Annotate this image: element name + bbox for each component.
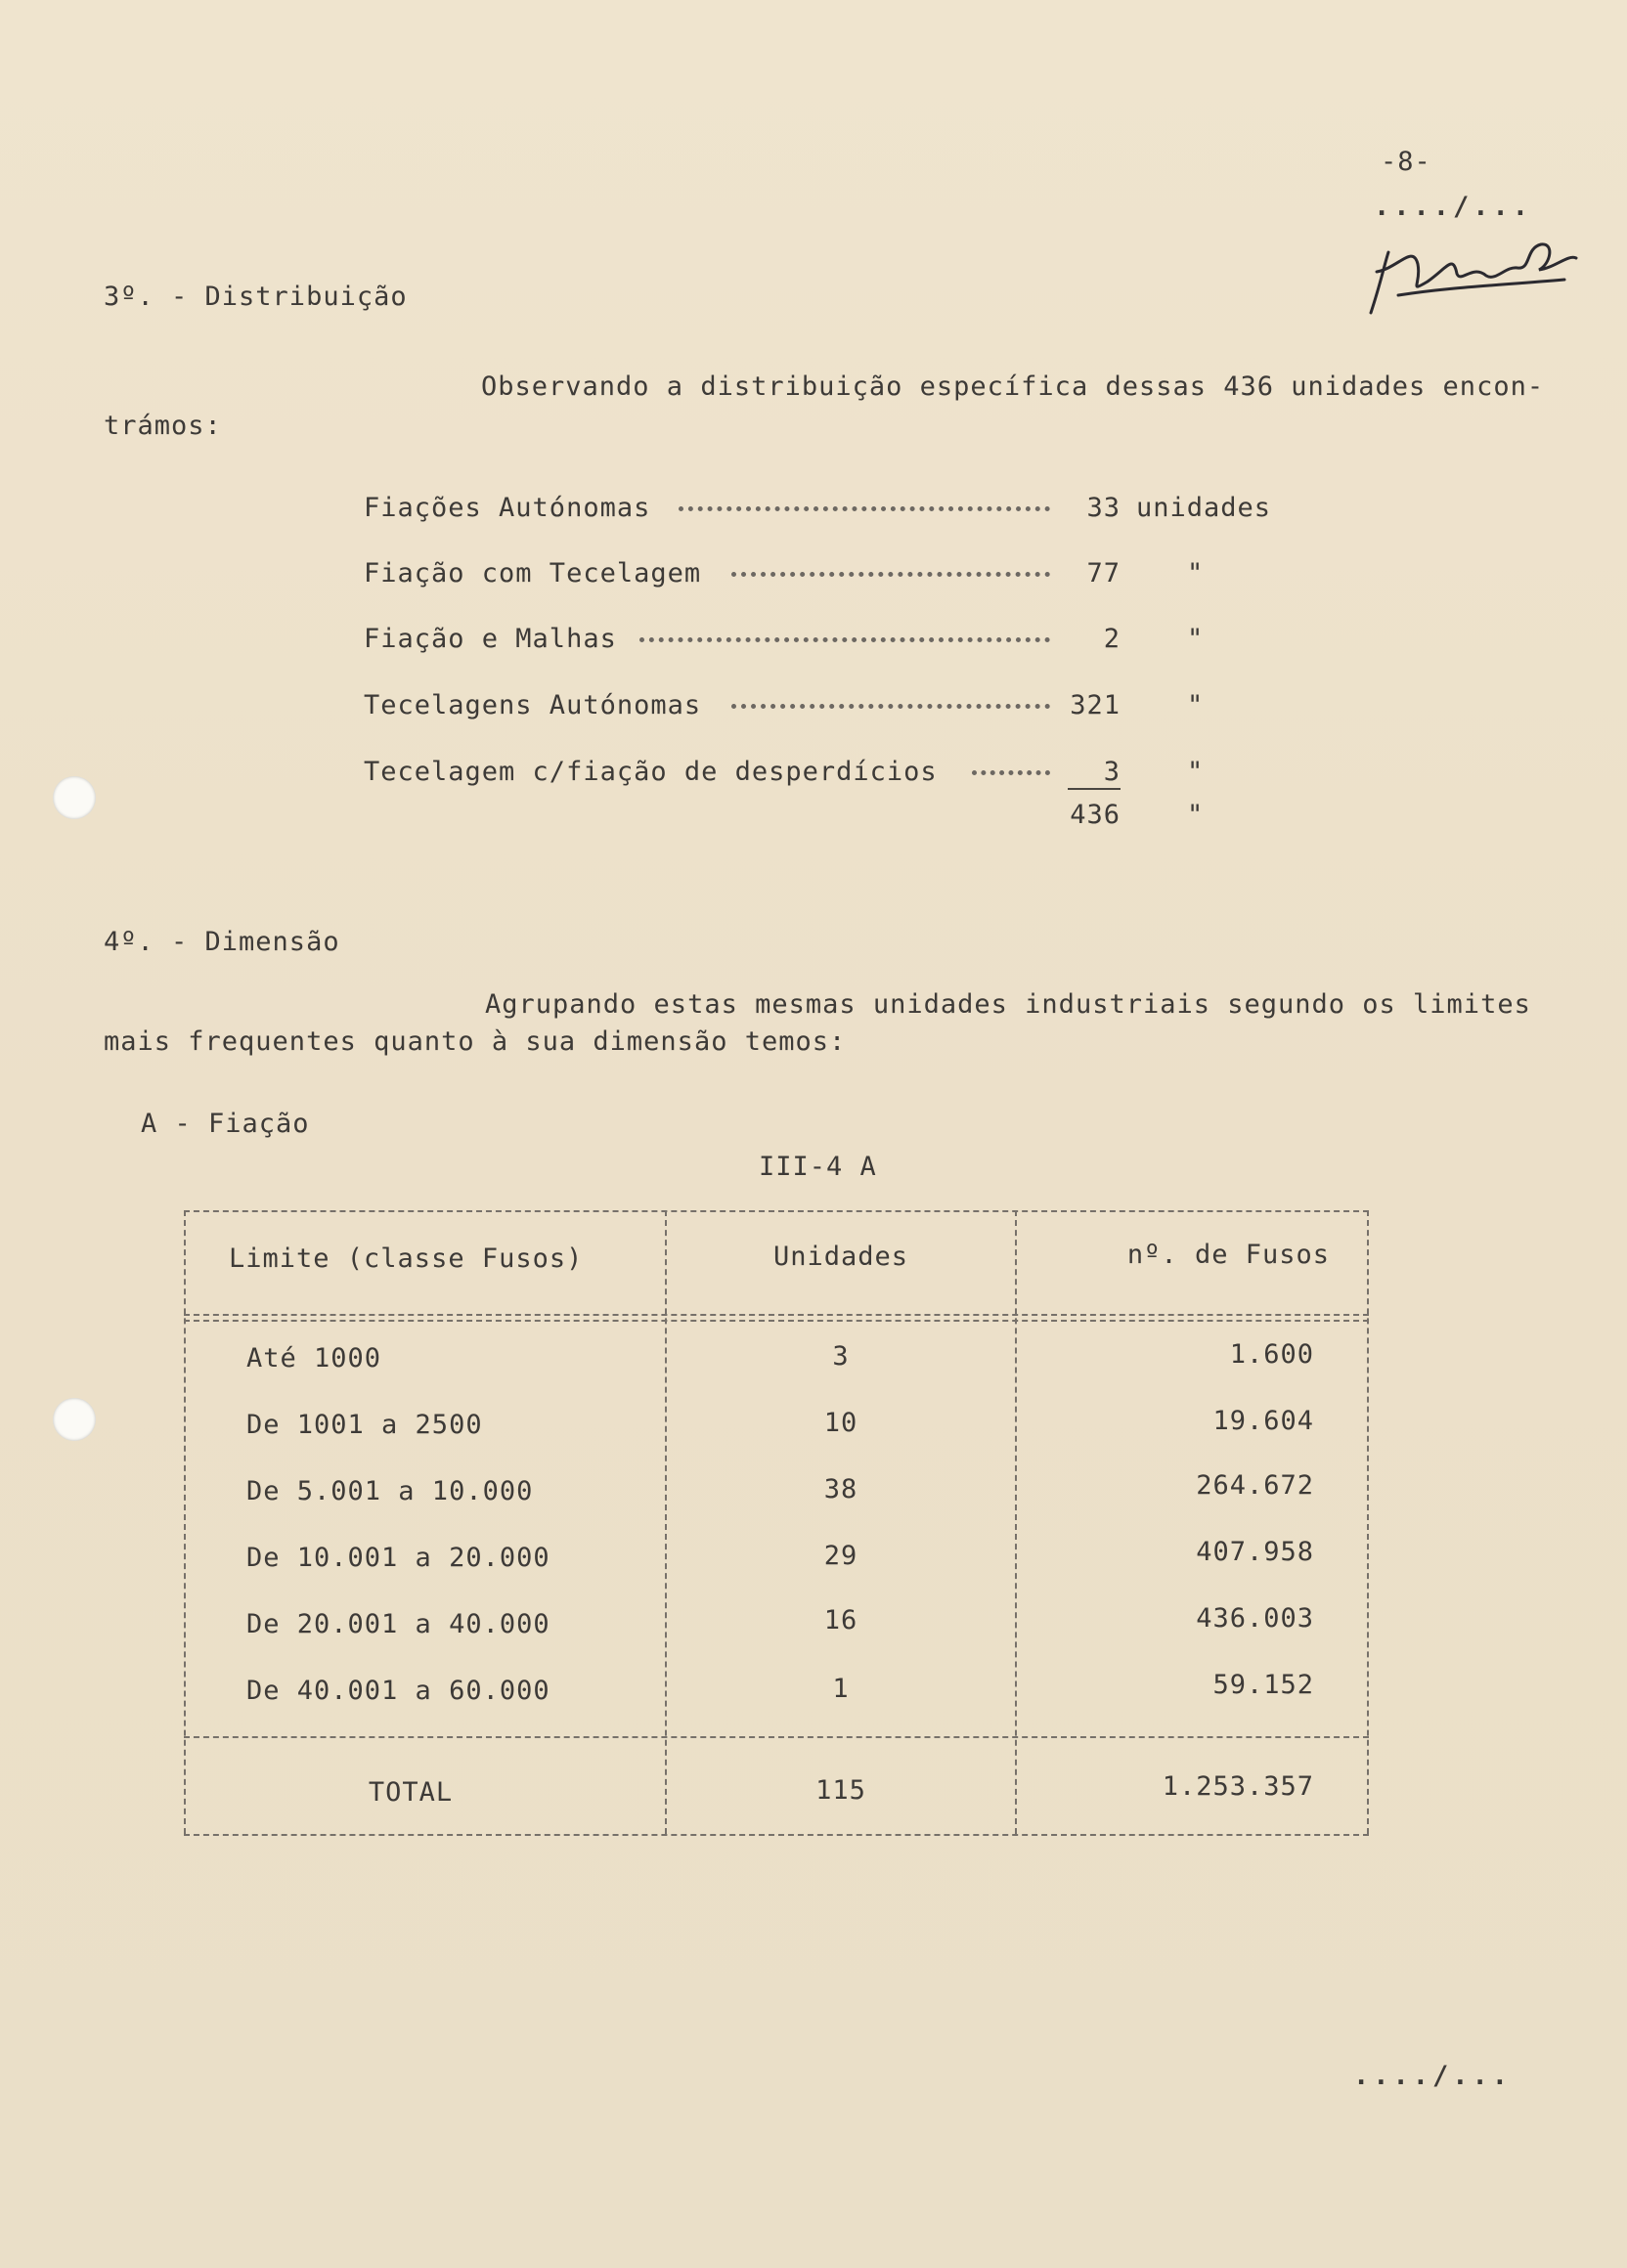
table-border-top xyxy=(184,1210,1369,1212)
table-header-rule xyxy=(184,1314,1369,1316)
list-item-unit: " xyxy=(1187,757,1205,787)
table-border-bottom xyxy=(184,1834,1369,1836)
table-cell-limite: De 10.001 a 20.000 xyxy=(246,1543,550,1573)
table-cell-fusos: 264.672 xyxy=(1196,1470,1314,1501)
sum-underline xyxy=(1068,788,1121,790)
list-item-label: Tecelagens Autónomas xyxy=(364,690,702,720)
signature xyxy=(1359,225,1594,323)
table-col-divider xyxy=(665,1210,667,1834)
table-cell-limite: De 5.001 a 10.000 xyxy=(246,1476,534,1506)
table-title: III-4 A xyxy=(759,1152,877,1182)
section3-intro-line1: Observando a distribuição específica dessas 436 unidades encon- xyxy=(481,371,1545,402)
section4-subheading: A - Fiação xyxy=(141,1109,310,1139)
table-cell-unidades: 1 xyxy=(832,1674,850,1704)
table-cell-unidades: 38 xyxy=(823,1474,858,1505)
table-header-limite: Limite (classe Fusos) xyxy=(229,1243,584,1274)
list-item-label: Fiação e Malhas xyxy=(364,624,617,654)
page-number: -8- xyxy=(1381,147,1431,177)
dot-leader xyxy=(731,704,1050,709)
continued-marker-top: ..../... xyxy=(1374,192,1533,222)
list-item-label: Fiação com Tecelagem xyxy=(364,558,702,589)
dot-leader xyxy=(679,506,1050,511)
table-border-right xyxy=(1367,1210,1369,1834)
table-header-rule xyxy=(184,1320,1369,1322)
list-item-value: 321 xyxy=(1070,690,1121,720)
list-item-label: Tecelagem c/fiação de desperdícios xyxy=(364,757,938,787)
punch-hole-top xyxy=(53,776,96,819)
continued-marker-bottom: ..../... xyxy=(1353,2061,1513,2091)
punch-hole-bottom xyxy=(53,1398,96,1441)
table-cell-unidades: 3 xyxy=(832,1341,850,1372)
section4-intro-line1: Agrupando estas mesmas unidades industriais segundo os limites xyxy=(485,989,1531,1020)
list-item-value: 3 xyxy=(1103,757,1121,787)
table-cell-limite: De 20.001 a 40.000 xyxy=(246,1609,550,1639)
list-item-unit: " xyxy=(1187,624,1205,654)
table-cell-limite: De 1001 a 2500 xyxy=(246,1410,483,1440)
table-cell-unidades: 16 xyxy=(823,1605,858,1636)
table-total-rule xyxy=(184,1736,1369,1738)
list-total-unit: " xyxy=(1187,800,1205,830)
dot-leader xyxy=(731,572,1050,577)
table-cell-fusos: 59.152 xyxy=(1212,1670,1314,1700)
list-total-value: 436 xyxy=(1070,800,1121,830)
table-cell-fusos: 407.958 xyxy=(1196,1537,1314,1567)
table-col-divider xyxy=(1015,1210,1017,1834)
table-border-left xyxy=(184,1210,186,1834)
list-item-value: 33 xyxy=(1086,493,1121,523)
list-item-value: 77 xyxy=(1086,558,1121,589)
table-cell-unidades: 29 xyxy=(823,1541,858,1571)
section3-intro-line2: trámos: xyxy=(104,411,222,441)
section4-intro-line2: mais frequentes quanto à sua dimensão temos: xyxy=(104,1026,847,1057)
list-item-value: 2 xyxy=(1103,624,1121,654)
list-item-unit: " xyxy=(1187,558,1205,589)
table-cell-fusos: 19.604 xyxy=(1212,1406,1314,1436)
table-header-fusos: nº. de Fusos xyxy=(1126,1240,1330,1270)
table-cell-fusos: 1.600 xyxy=(1229,1339,1314,1370)
table-total-label: TOTAL xyxy=(368,1777,454,1808)
table-cell-limite: De 40.001 a 60.000 xyxy=(246,1676,550,1706)
table-cell-fusos: 436.003 xyxy=(1196,1603,1314,1634)
table-total-unidades: 115 xyxy=(815,1775,866,1806)
list-item-unit: unidades xyxy=(1136,493,1272,523)
list-item-unit: " xyxy=(1187,690,1205,720)
section4-heading: 4º. - Dimensão xyxy=(104,927,340,957)
table-cell-unidades: 10 xyxy=(823,1408,858,1438)
table-total-fusos: 1.253.357 xyxy=(1162,1771,1314,1802)
section3-heading: 3º. - Distribuição xyxy=(104,282,408,312)
list-item-label: Fiações Autónomas xyxy=(364,493,651,523)
table-header-unidades: Unidades xyxy=(772,1242,909,1272)
table-cell-limite: Até 1000 xyxy=(246,1343,382,1374)
dot-leader xyxy=(639,637,1050,642)
